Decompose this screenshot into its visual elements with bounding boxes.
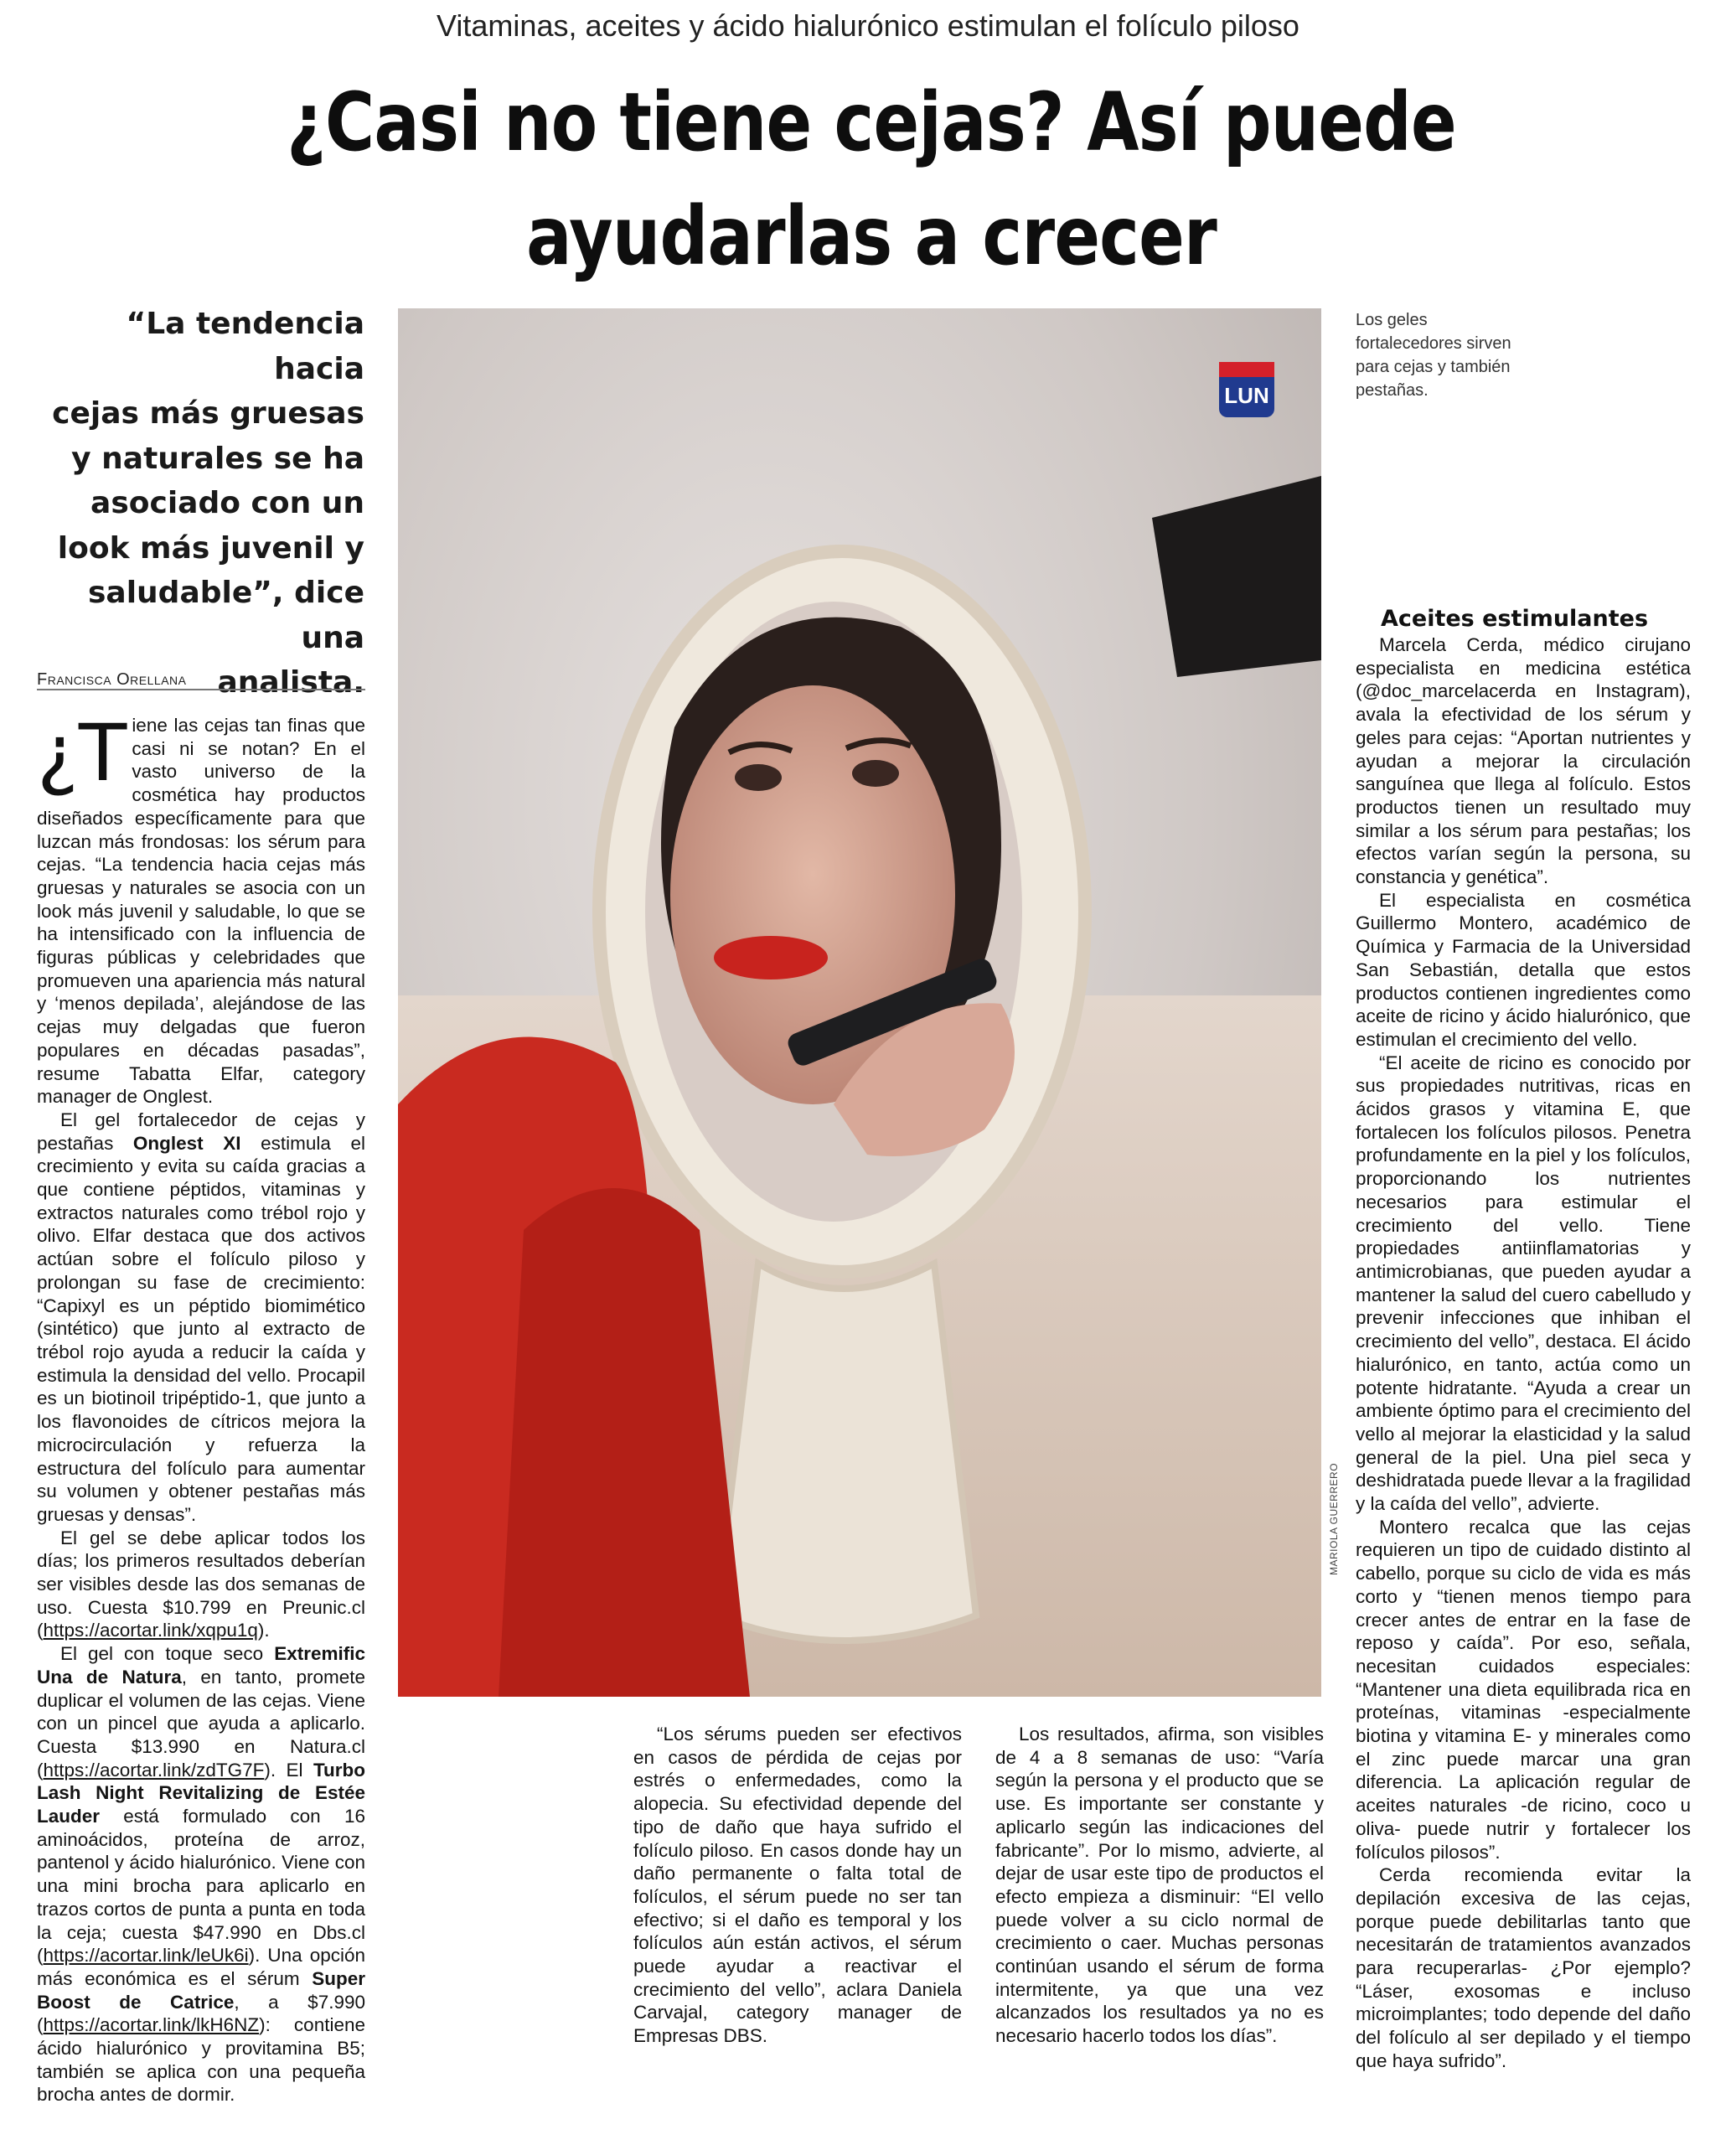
article-column-4 [1356,605,1691,2113]
pull-quote-line: look más juvenil y [57,530,364,566]
pull-quote-line: saludable”, dice una [87,576,364,655]
pull-quote-line: “La tendencia hacia [126,307,364,386]
headline [224,65,1519,293]
pull-quote-line: asociado con un [90,486,364,520]
headline-line-2: ayudarlas a crecer [526,189,1217,283]
lun-logo-text: LUN [1224,383,1269,408]
paragraph: Los resultados, afirma, son visibles de 4 a 8 semanas de uso: “Varía según la persona y el producto que se use. Es importante ser constante y aplicarlo según las indicaciones del fabricante”. Por lo mismo, advierte, al dejar de usar este tipo de productos el efecto empieza a disminuir: “El vello puede volver a su ciclo normal de crecimiento o caer. Muchas personas continúan usando el sérum de forma intermitente, ya que una vez alcanzados los resultados ya no es necesario hacerlo todos los días”. [995,1724,1324,2047]
product-link[interactable]: https://acortar.link/lkH6NZ [43,2014,260,2036]
drop-cap: ¿T [37,708,127,799]
article-photo [398,308,1321,1697]
paragraph-intro: ¿T iene las cejas tan finas que casi ni se notan? En el vasto universo de la cosmética hay productos diseñados específicamente para que luzcan más frondosas: los sérum para cejas. “La tendencia hacia cejas más gruesas y naturales se asocia con un look más juvenil y saludable, lo que se ha intensificado con la influencia de figuras públicas y celebridades que promueven una apariencia más natural y ‘menos depilada’, alejándose de las cejas muy delgadas que fueron populares en décadas pasadas”, resume Tabatta Elfar, category manager de Onglest. [37,708,365,1108]
paragraph: Cerda recomienda evitar la depilación excesiva de las cejas, porque puede debilitarlas tanto que necesitarán de tratamientos avanzados para recuperarlas- ¿Por ejemplo? “Láser, exosomas e incluso microimplantes; todo depende del daño del folículo al ser depilado y el tiempo que haya sufrido”. [1356,1864,1691,2071]
pull-quote-line: analista. [217,665,364,700]
paragraph: “El aceite de ricino es conocido por sus propiedades nutritivas, ricas en ácidos grasos y vitamina E, que fortalecen los folículos pilosos. Penetra profundamente en la piel y los folículos, proporcionando los nutrientes necesarios para estimular el crecimiento del vello. Tiene propiedades antiinflamatorias y antimicrobianas, que pueden ayudar a mantener la salud del cuero cabelludo y prevenir infecciones que inhiban el crecimiento del vello”, destaca. El ácido hialurónico, en tanto, actúa como un potente hidratante. “Ayuda a crear un ambiente óptimo para el crecimiento del vello al mejorar la elasticidad y la salud general de la piel. Una piel seca y deshidratada puede llevar a la fragilidad y la caída del vello”, advierte. [1356,1052,1691,1515]
byline: Francisca Orellana [37,670,187,689]
product-link[interactable]: https://acortar.link/xqpu1q [43,1620,258,1641]
byline-divider [37,689,365,690]
paragraph: Marcela Cerda, médico cirujano especialista en medicina estética (@doc_marcelacerda en Instagram), avala la efectividad de los sérum y geles para cejas: “Aportan nutrientes y ayudan a mejorar la circulación sanguínea que llega al folículo. Estos productos tienen un resultado muy similar a los sérum para pestañas; los efectos varían según la persona, su constancia y genética”. [1356,634,1691,888]
product-name: Extremific Una de Natura [37,1643,365,1688]
pull-quote-line: y naturales se ha [71,441,364,476]
article-column-3 [995,1723,1324,2091]
paragraph: Montero recalca que las cejas requieren un tipo de cuidado distinto al cabello, porque su ciclo de vida es más corto y “tienen menos tiempo para crecer antes de entrar en la fase de reposo y caída”. Por eso, señala, necesitan cuidados especiales: “Mantener una dieta equilibrada rica en proteínas, vitaminas -especialmente biotina y vitamina E- y minerales como el zinc puede marcar una gran diferencia. La aplicación regular de aceites naturales -de ricino, coco u oliva- puede nutrir y fortalecer los folículos pilosos”. [1356,1516,1691,1863]
pull-quote [34,302,364,706]
paragraph: El gel se debe aplicar todos los días; los primeros resultados deberían ser visibles desde las dos semanas de uso. Cuesta $10.799 en Preunic.cl (https://acortar.link/xqpu1q). [37,1527,365,1641]
photo-credit: MARIOLA GUERRERO [1328,1462,1340,1575]
product-name: Turbo Lash Night Revitalizing de Estée Lauder [37,1759,365,1827]
article-column-2 [633,1723,962,2091]
woman-mirror-photo [398,308,1321,1697]
paragraph: “Los sérums pueden ser efectivos en casos de pérdida de cejas por estrés o enfermedades, como la alopecia. Su efectividad depende del tipo de daño que haya sufrido el folículo piloso. En casos donde hay un daño permanente o falta total de folículos, el sérum puede no ser tan efectivo; si el daño es temporal y los folículos aún están activos, el sérum puede ayudar a reactivar el crecimiento del vello”, aclara Daniela Carvajal, category manager de Empresas DBS. [633,1724,962,2047]
paragraph: El gel fortalecedor de cejas y pestañas Onglest XI estimula el crecimiento y evita su caída gracias a que contiene péptidos, vitaminas y extractos naturales como trébol rojo y olivo. Elfar destaca que dos activos actúan sobre el folículo piloso y prolongan su fase de crecimiento: “Capixyl es un péptido biomimético (sintético) que junto al extracto de trébol rojo ayuda a reducir la caída y estimula la densidad del vello. Procapil es un biotinoil tripéptido-1, que junto a los flavonoides de cítricos mejora la microcirculación y refuerza la estructura del folículo para aumentar su volumen y obtener pestañas más gruesas y densas”. [37,1109,365,1525]
paragraph: El gel con toque seco Extremific Una de Natura, en tanto, promete duplicar el volumen de las cejas. Viene con un pincel que ayuda a aplicarlo. Cuesta $13.990 en Natura.cl (https://acortar.link/zdTG7F). El Turbo Lash Night Revitalizing de Estée Lauder está formulado con 16 aminoácidos, proteína de arroz, pantenol y ácido hialurónico. Viene con una mini brocha para aplicarlo en trazos cortos de punta a punta en toda la ceja; cuesta $47.990 en Dbs.cl (https://acortar.link/leUk6i). Una opción más económica es el sérum Super Boost de Catrice, a $7.990 (https://acortar.link/lkH6NZ): contiene ácido hialurónico y provitamina B5; también se aplica con una pequeña brocha antes de dormir. [37,1643,365,2106]
article-column-1 [37,708,365,2106]
kicker-subtitle: Vitaminas, aceites y ácido hialurónico estimulan el folículo piloso [437,8,1299,43]
product-link[interactable]: https://acortar.link/leUk6i [43,1945,249,1967]
photo-caption: Los geles fortalecedores sirven para cejas y también pestañas. [1356,311,1511,400]
product-name: Onglest XI [132,1132,241,1154]
section-heading: Aceites estimulantes [1381,606,1649,632]
lun-logo [1219,362,1274,417]
headline-line-1: ¿Casi no tiene cejas? Así puede [287,75,1456,169]
paragraph: El especialista en cosmética Guillermo Montero, académico de Química y Farmacia de la Universidad San Sebastián, detalla que estos productos contienen ingredientes como aceite de ricino y ácido hialurónico, que estimulan el crecimiento del vello. [1356,889,1691,1050]
product-link[interactable]: https://acortar.link/zdTG7F [43,1759,265,1781]
product-name: Super Boost de Catrice [37,1967,365,2013]
pull-quote-line: cejas más gruesas [52,396,364,431]
